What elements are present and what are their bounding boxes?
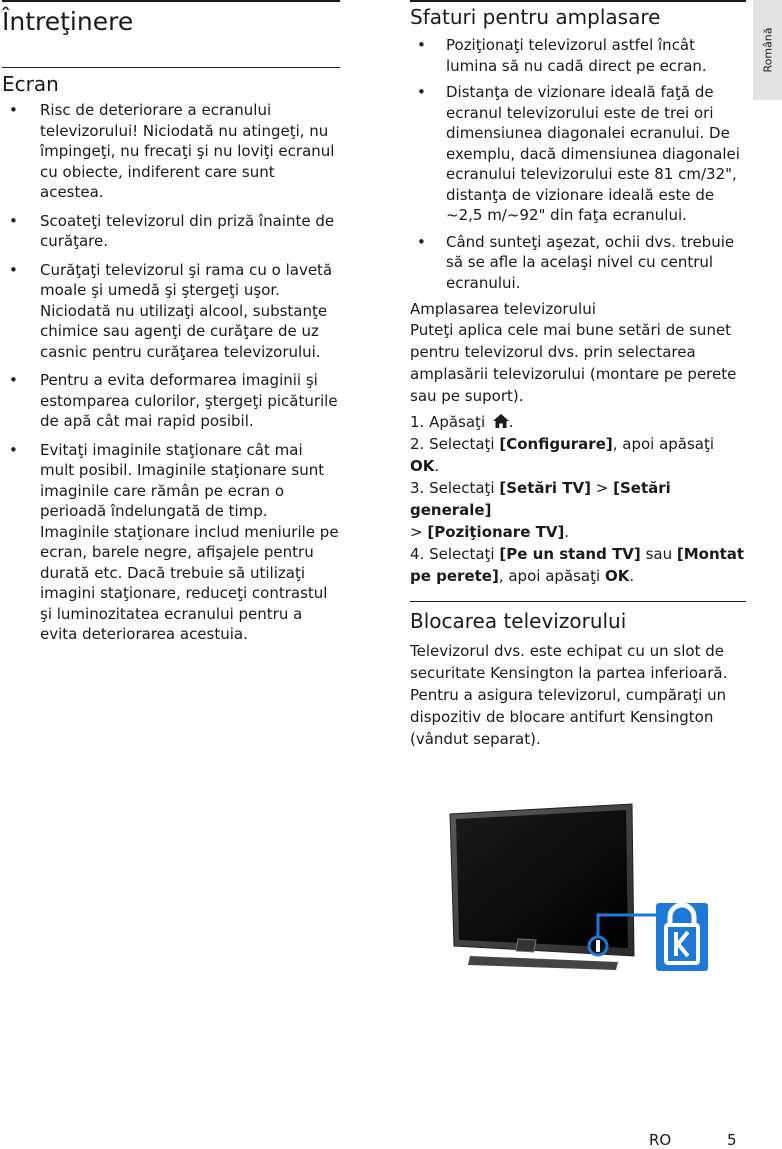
steps-list — [410, 411, 746, 587]
section-rule — [410, 601, 746, 602]
page-number: 5 — [727, 1131, 737, 1149]
step-4-text: 4. Selectaţi — [410, 545, 495, 563]
home-icon — [493, 414, 509, 428]
kensington-lock-icon — [656, 903, 708, 971]
screen-care-item: • Pentru a evita deformarea imaginii şi estomparea culorilor, ştergeţi picăturile de apă cât mai rapid posibil. — [2, 370, 340, 432]
section-rule — [410, 0, 746, 2]
screen-care-list — [2, 100, 340, 645]
language-tab-label: Română — [761, 27, 774, 73]
separator: > — [410, 523, 423, 541]
screen-care-item: • Curăţaţi televizorul şi rama cu o lavetă moale şi umedă şi ştergeţi uşor. Niciodată nu utilizaţi alcool, substanţe chimice sau agenţi de curăţare de uz casnic pentru curăţarea televizorului. — [2, 260, 340, 363]
tv-position-text: Puteţi aplica cele mai bune setări de sunet pentru televizorul dvs. prin selectarea amplasării televizorului (montare pe perete sau pe suport). — [410, 321, 737, 405]
step-4-end: . — [629, 567, 635, 585]
page-title: Întreţinere — [2, 7, 134, 36]
option-wall: [Montat pe perete] — [410, 545, 745, 585]
footer-language: RO — [649, 1131, 672, 1149]
step-2-text-b: , apoi apăsaţi — [612, 435, 715, 453]
placement-tip-item: • Distanţa de vizionare ideală faţă de ecranul televizorului este de trei ori dimensiunea diagonalei ecranului. De exemplu, dacă dimensiunea diagonalei ecranului televizorului este 81 cm/32", distanţa de vizionare ideală este de ~2,5 m/~92" din faţa ecranului. — [410, 82, 746, 226]
ok-key: OK — [410, 457, 435, 475]
screen-care-item: • Evitaţi imaginile staţionare cât mai mult posibil. Imaginile staţionare sunt imaginile care rămân pe ecran o perioadă îndelungată de timp. Imaginile staţionare includ meniurile pe ecran, barele negre, afişajele pentru durată etc. Dacă trebuie să utilizaţi imagini staţionare, reduceţi contrastul şi luminozitatea ecranului pentru a evita deteriorarea acestuia. — [2, 440, 340, 645]
lock-text: Televizorul dvs. este echipat cu un slot de securitate Kensington la partea inferioară. Pentru a asigura televizorul, cumpăraţi un dispozitiv de blocare antifurt Kensington (vândut separat). — [410, 642, 728, 748]
section-heading-placement: Sfaturi pentru amplasare — [410, 5, 661, 29]
screen-care-item: • Risc de deteriorare a ecranului televizorului! Niciodată nu atingeţi, nu împingeţi, nu frecaţi şi nu loviţi ecranul cu obiecte, indiferent care sunt acestea. — [2, 100, 340, 203]
step-1-end: . — [508, 413, 514, 431]
step-3-end: . — [564, 523, 570, 541]
menu-setari-generale: [Setări generale] — [410, 479, 671, 519]
section-heading-screen: Ecran — [2, 72, 59, 96]
tv-icon — [450, 804, 656, 970]
step-2-end: . — [434, 457, 440, 475]
right-column — [410, 0, 746, 750]
step-2-text: 2. Selectaţi — [410, 435, 495, 453]
placement-tip-item: • Când sunteţi aşezat, ochii dvs. trebuie să se afle la acelaşi nivel cu centrul ecranului. — [410, 232, 746, 294]
screen-care-item: • Scoateţi televizorul din priză înainte de curăţare. — [2, 211, 340, 252]
placement-tip-item: • Poziţionaţi televizorul astfel încât lumina să nu cadă direct pe ecran. — [410, 35, 746, 76]
menu-pozitionare-tv: [Poziţionare TV] — [427, 523, 565, 541]
step-4-or: sau — [645, 545, 673, 563]
language-tab — [753, 0, 782, 100]
step-1-text: 1. Apăsaţi — [410, 413, 486, 431]
section-rule — [2, 67, 340, 68]
separator: > — [595, 479, 609, 497]
menu-configurare: [Configurare] — [499, 435, 613, 453]
step-3 — [410, 477, 746, 543]
section-heading-lock: Blocarea televizorului — [410, 609, 627, 633]
step-4 — [410, 543, 746, 587]
placement-tips-list — [410, 35, 746, 293]
option-stand: [Pe un stand TV] — [499, 545, 641, 563]
tv-kensington-illustration — [448, 800, 720, 976]
menu-setari-tv: [Setări TV] — [499, 479, 591, 497]
step-2 — [410, 433, 746, 477]
subheading-tv-position: Amplasarea televizorului — [410, 300, 596, 318]
ok-key: OK — [604, 567, 630, 585]
step-3-text: 3. Selectaţi — [410, 479, 495, 497]
step-1 — [410, 411, 746, 433]
left-column — [2, 0, 340, 653]
step-4-text-b: , apoi apăsaţi — [498, 567, 601, 585]
